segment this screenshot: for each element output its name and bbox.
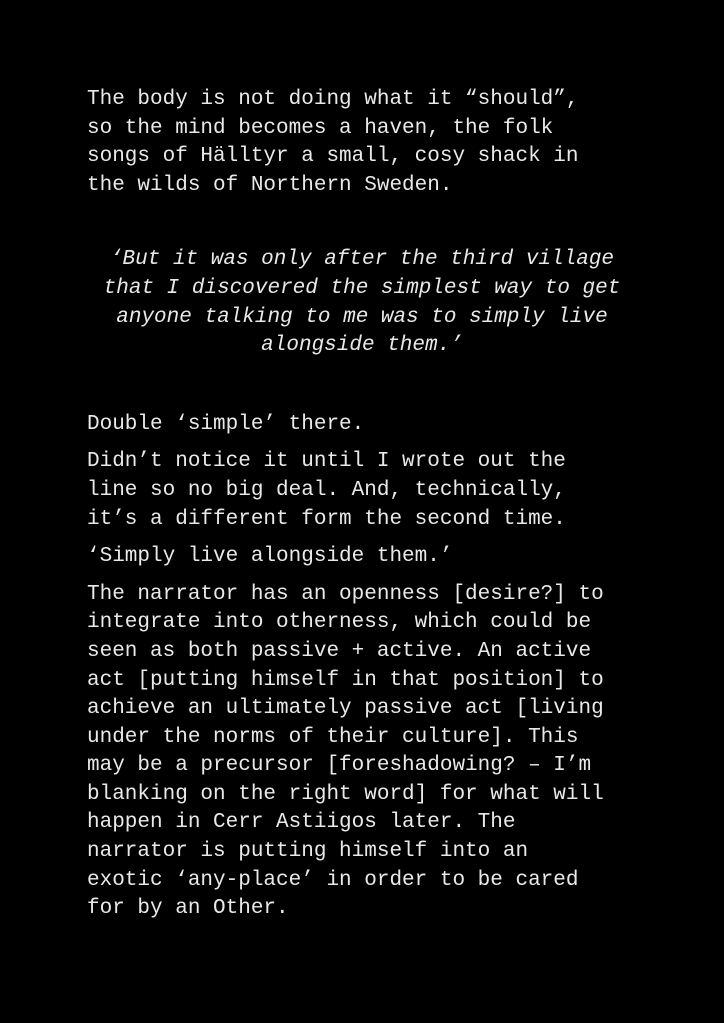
quote-line: ‘But it was only after the third village <box>109 248 615 272</box>
text-line: songs of Hälltyr a small, cosy shack in <box>87 145 579 169</box>
text-line: happen in Cerr Astiigos later. The <box>87 811 516 835</box>
text-line: The narrator has an openness [desire?] to <box>87 582 604 606</box>
text-line: so the mind becomes a haven, the folk <box>87 116 554 140</box>
text-line: integrate into otherness, which could be <box>87 611 592 635</box>
text-line: achieve an ultimately passive act [living <box>87 697 604 721</box>
quote-line: alongside them.’ <box>261 334 463 358</box>
paragraph-simply-live <box>87 543 657 572</box>
text-line: under the norms of their culture]. This <box>87 725 579 749</box>
quote-line: anyone talking to me was to simply live <box>116 305 608 329</box>
paragraph-double-simple <box>87 411 657 440</box>
paragraph-intro <box>87 86 657 200</box>
text-line: Double ‘simple’ there. <box>87 412 365 436</box>
text-line: Didn’t notice it until I wrote out the <box>87 450 566 474</box>
text-line: for by an Other. <box>87 897 289 921</box>
text-line: The body is not doing what it “should”, <box>87 88 579 111</box>
text-line: the wilds of Northern Sweden. <box>87 173 453 197</box>
text-line: may be a precursor [foreshadowing? – I’m <box>87 754 592 778</box>
paragraph-didnt-notice <box>87 448 657 534</box>
text-line: ‘Simply live alongside them.’ <box>87 545 453 569</box>
quote-line: that I discovered the simplest way to get <box>103 276 621 300</box>
text-line: it’s a different form the second time. <box>87 507 566 531</box>
paragraph-analysis <box>87 581 657 924</box>
text-line: narrator is putting himself into an <box>87 840 529 864</box>
text-line: seen as both passive + active. An active <box>87 639 592 663</box>
text-line: exotic ‘any-place’ in order to be cared <box>87 868 579 892</box>
text-line: act [putting himself in that position] to <box>87 668 604 692</box>
blockquote-centered <box>0 246 724 360</box>
text-line: blanking on the right word] for what will <box>87 782 604 806</box>
text-line: line so no big deal. And, technically, <box>87 478 566 502</box>
